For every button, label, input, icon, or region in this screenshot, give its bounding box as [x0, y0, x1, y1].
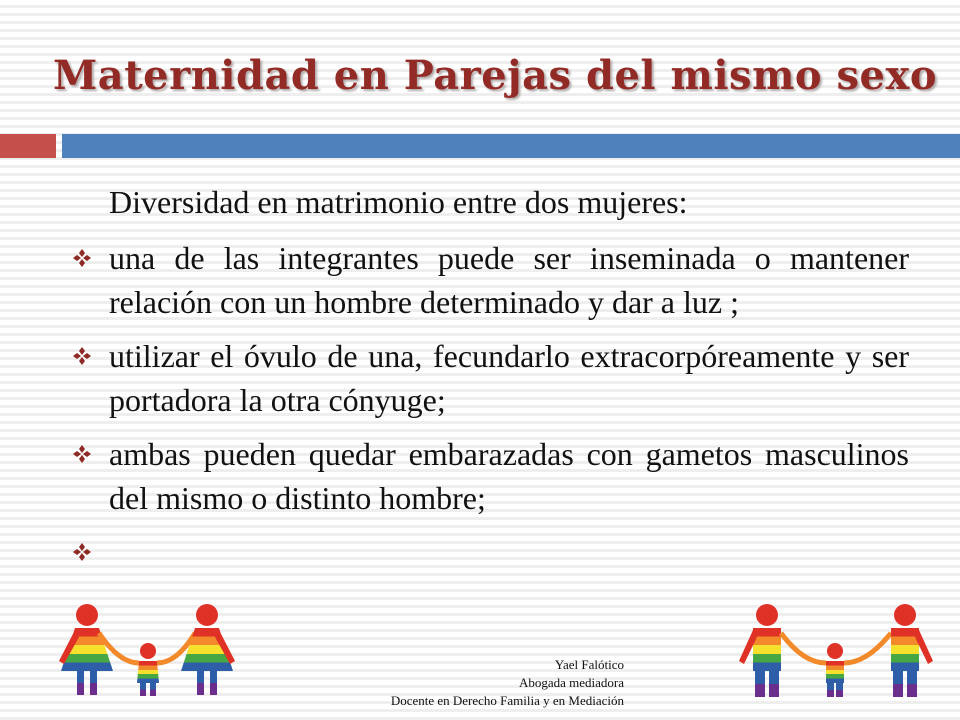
child-figure [781, 633, 891, 697]
diamond-cluster-icon [72, 346, 92, 366]
bullet-text: utilizar el óvulo de una, fecundarlo extracorpóreamente y ser portadora la otra cónyuge; [109, 338, 909, 418]
rainbow-family-icon [55, 603, 245, 708]
author-teaching: Docente en Derecho Familia y en Mediación [390, 693, 624, 708]
bullet-item [0, 432, 909, 520]
father-figure-right [891, 604, 933, 697]
author-name: Yael Falótico [554, 657, 624, 672]
diamond-cluster-icon [72, 444, 92, 464]
bullet-item [0, 530, 909, 566]
mother-figure-right [181, 604, 235, 695]
intro-text: Diversidad en matrimonio entre dos mujeres: [109, 184, 688, 220]
diamond-cluster-icon [72, 542, 92, 562]
mother-figure-left [59, 604, 113, 695]
bullet-list [0, 236, 960, 576]
author-role: Abogada mediadora [518, 675, 624, 690]
bullet-text: ambas pueden quedar embarazadas con gametos masculinos del mismo o distinto hombre; [109, 436, 909, 516]
diamond-cluster-icon [72, 248, 92, 268]
child-figure [99, 633, 195, 696]
accent-bar-blue [62, 134, 960, 158]
rainbow-family-icon [735, 603, 940, 708]
author-credits [300, 656, 624, 710]
father-figure-left [739, 604, 781, 697]
bullet-text: una de las integrantes puede ser inseminada o mantener relación con un hombre determinado y dar a luz ; [109, 240, 909, 320]
slide-title: Maternidad en Parejas del mismo sexo [53, 52, 937, 99]
bullet-item [0, 236, 909, 324]
bullet-item [0, 334, 909, 422]
accent-bar-red [0, 134, 56, 158]
